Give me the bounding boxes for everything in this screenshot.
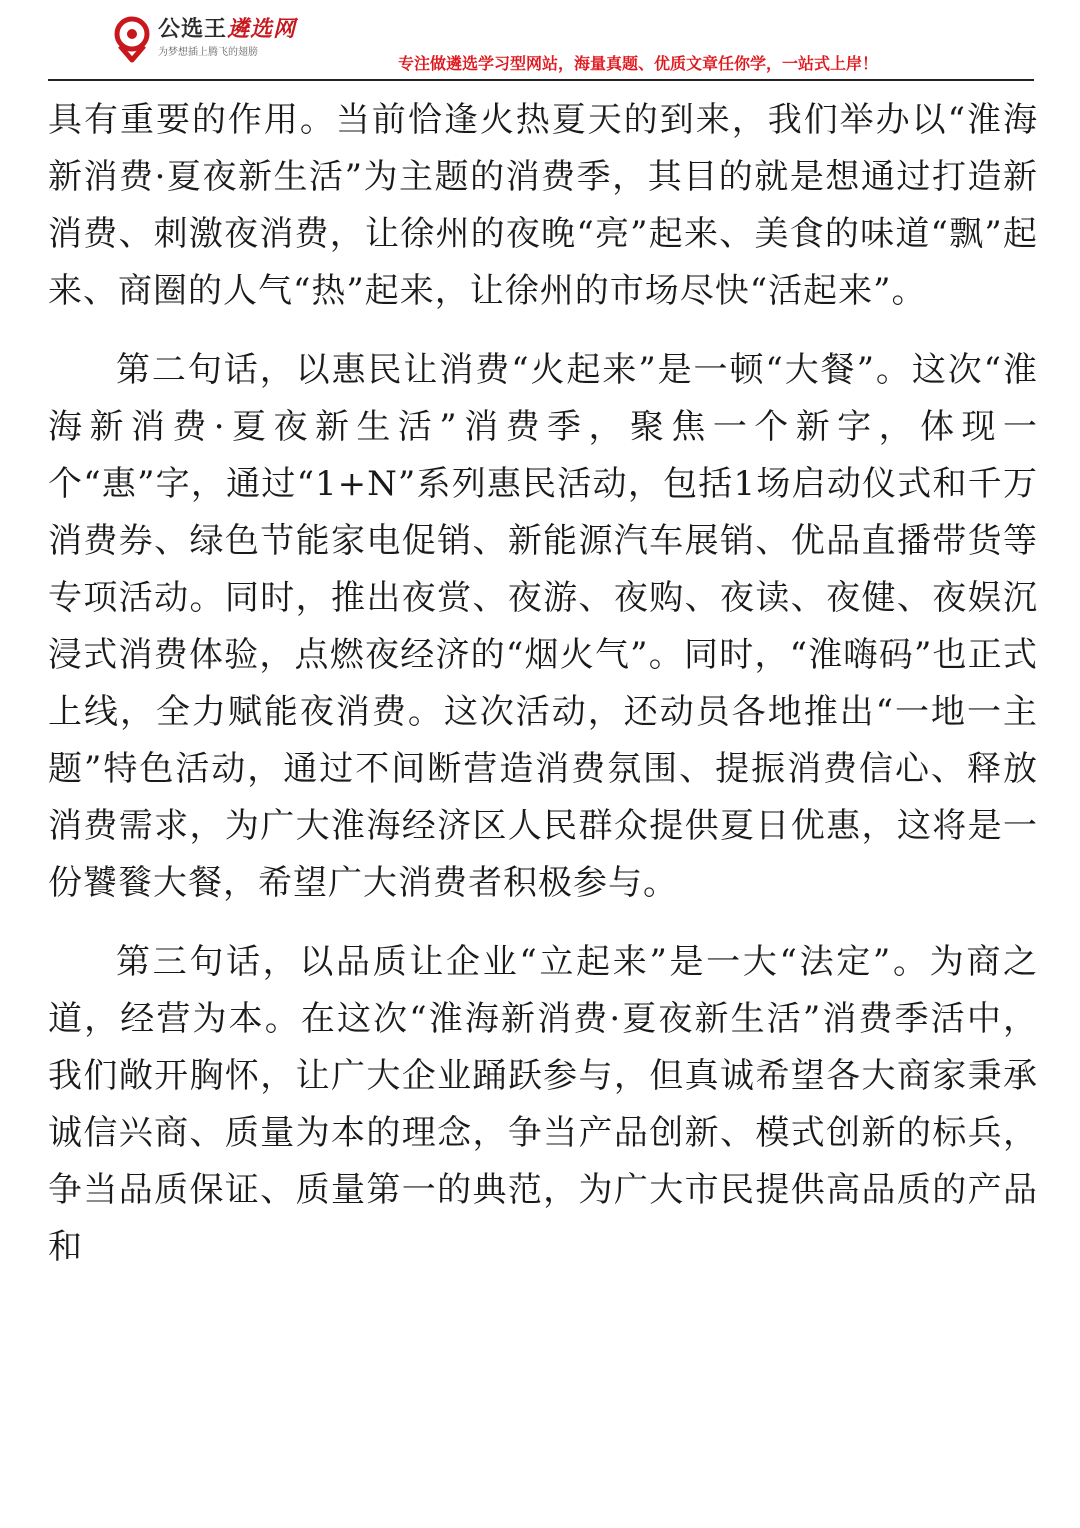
- header-divider: [48, 79, 1034, 81]
- page-header: [0, 0, 1080, 84]
- logo-name: [158, 16, 296, 44]
- logo-name-accent: 遴选网: [227, 17, 297, 42]
- site-logo[interactable]: [112, 16, 296, 68]
- paragraph-second-point: 第二句话，以惠民让消费“火起来”是一顿“大餐”。这次“淮海新消费·夏夜新生活”消费季，聚焦一个新字，体现一个“惠”字，通过“1+N”系列惠民活动，包括1场启动仪式和千万消费券、绿色节能家电促销、新能源汽车展销、优品直播带货等专项活动。同时，推出夜赏、夜游、夜购、夜读、夜健、夜娱沉浸式消费体验，点燃夜经济的“烟火气”。同时，“淮嗨码”也正式上线，全力赋能夜消费。这次活动，还动员各地推出“一地一主题”特色活动，通过不间断营造消费氛围、提振消费信心、释放消费需求，为广大淮海经济区人民群众提供夏日优惠，这将是一份饕餮大餐，希望广大消费者积极参与。: [48, 350, 1038, 903]
- logo-mark-icon: [112, 16, 152, 64]
- logo-slogan: 为梦想插上腾飞的翅膀: [158, 47, 258, 58]
- document-body: [48, 92, 1038, 1276]
- paragraph-continuation: 具有重要的作用。当前恰逢火热夏天的到来，我们举办以“淮海新消费·夏夜新生活”为主题的消费季，其目的就是想通过打造新消费、刺激夜消费，让徐州的夜晚“亮”起来、美食的味道“飘”起来、商圈的人气“热”起来，让徐州的市场尽快“活起来”。: [48, 100, 1038, 311]
- header-tagline: 专注做遴选学习型网站，海量真题、优质文章任你学，一站式上岸！: [398, 54, 879, 73]
- paragraph-third-point: 第三句话，以品质让企业“立起来”是一大“法定”。为商之道，经营为本。在这次“淮海新消费·夏夜新生活”消费季活中，我们敞开胸怀，让广大企业踊跃参与，但真诚希望各大商家秉承诚信兴商、质量为本的理念，争当产品创新、模式创新的标兵，争当品质保证、质量第一的典范，为广大市民提供高品质的产品和: [48, 942, 1038, 1267]
- logo-name-prefix: 公选王: [158, 17, 228, 42]
